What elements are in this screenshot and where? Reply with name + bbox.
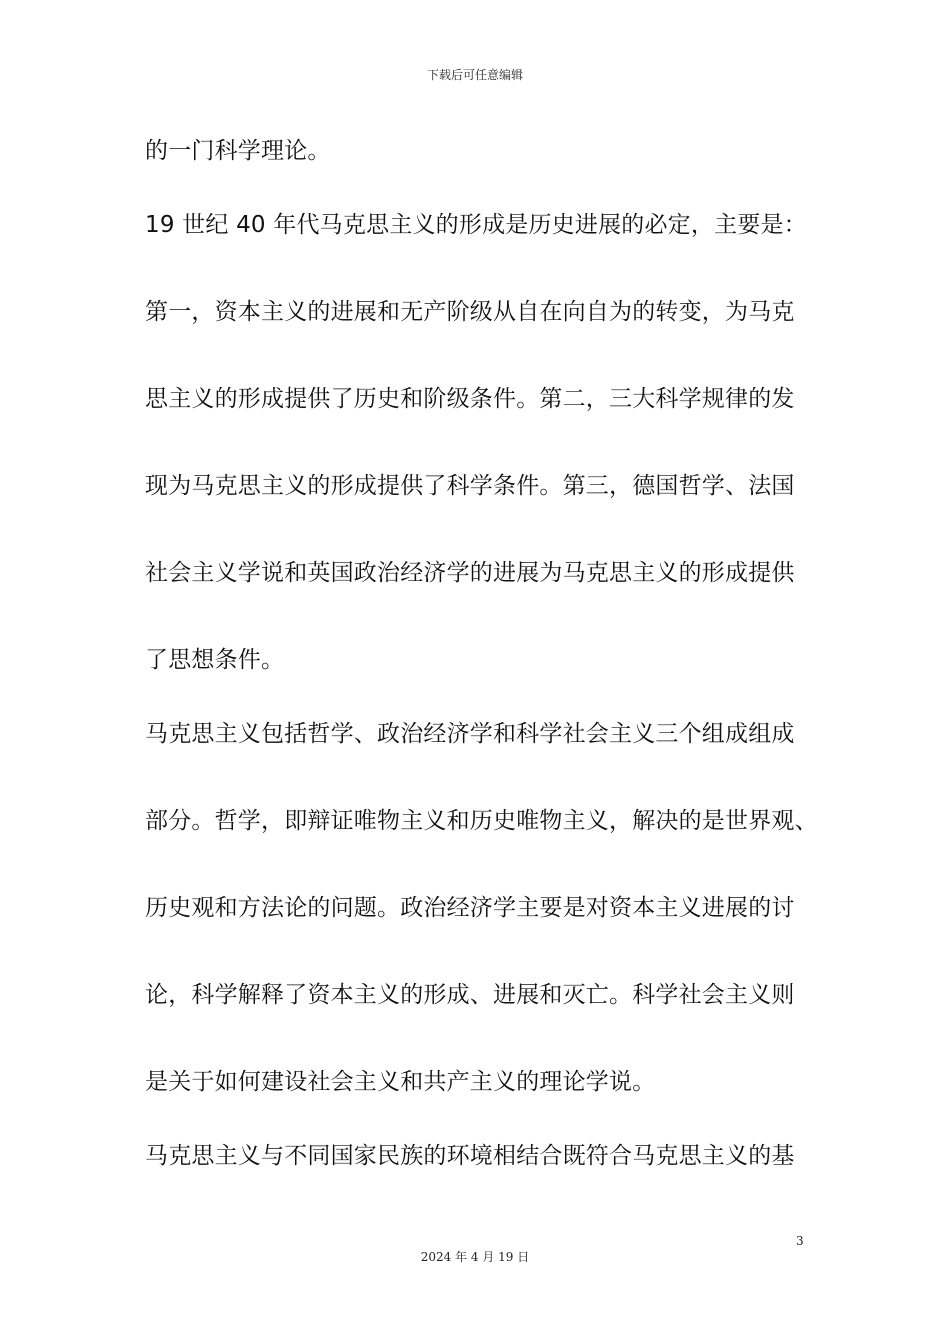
body-text-line: 论，科学解释了资本主义的形成、进展和灭亡。科学社会主义则 [145,982,795,1008]
body-text-line: 了思想条件。 [145,647,285,673]
body-text-line: 第一，资本主义的进展和无产阶级从自在向自为的转变，为马克 [145,299,795,325]
body-text-line: 是关于如何建设社会主义和共产主义的理论学说。 [145,1069,656,1095]
body-text-line: 现为马克思主义的形成提供了科学条件。第三，德国哲学、法国 [145,473,795,499]
body-text-line: 的一门科学理论。 [145,138,331,164]
body-text-line: 马克思主义包括哲学、政治经济学和科学社会主义三个组成组成 [145,721,795,747]
body-text-line: 社会主义学说和英国政治经济学的进展为马克思主义的形成提供 [145,560,795,586]
page-number: 3 [796,1234,804,1248]
body-text-line: 马克思主义与不同国家民族的环境相结合既符合马克思主义的基 [145,1143,795,1169]
page-date: 2024 年 4 月 19 日 [420,1250,530,1264]
body-text-line: 思主义的形成提供了历史和阶级条件。第二，三大科学规律的发 [145,386,795,412]
page-header: 下载后可任意编辑 [426,68,523,82]
body-text-line: 部分。哲学，即辩证唯物主义和历史唯物主义，解决的是世界观、 [145,808,818,834]
body-text-line: 历史观和方法论的问题。政治经济学主要是对资本主义进展的讨 [145,895,795,921]
body-text-line: 19 世纪 40 年代马克思主义的形成是历史进展的必定，主要是： [145,212,807,238]
